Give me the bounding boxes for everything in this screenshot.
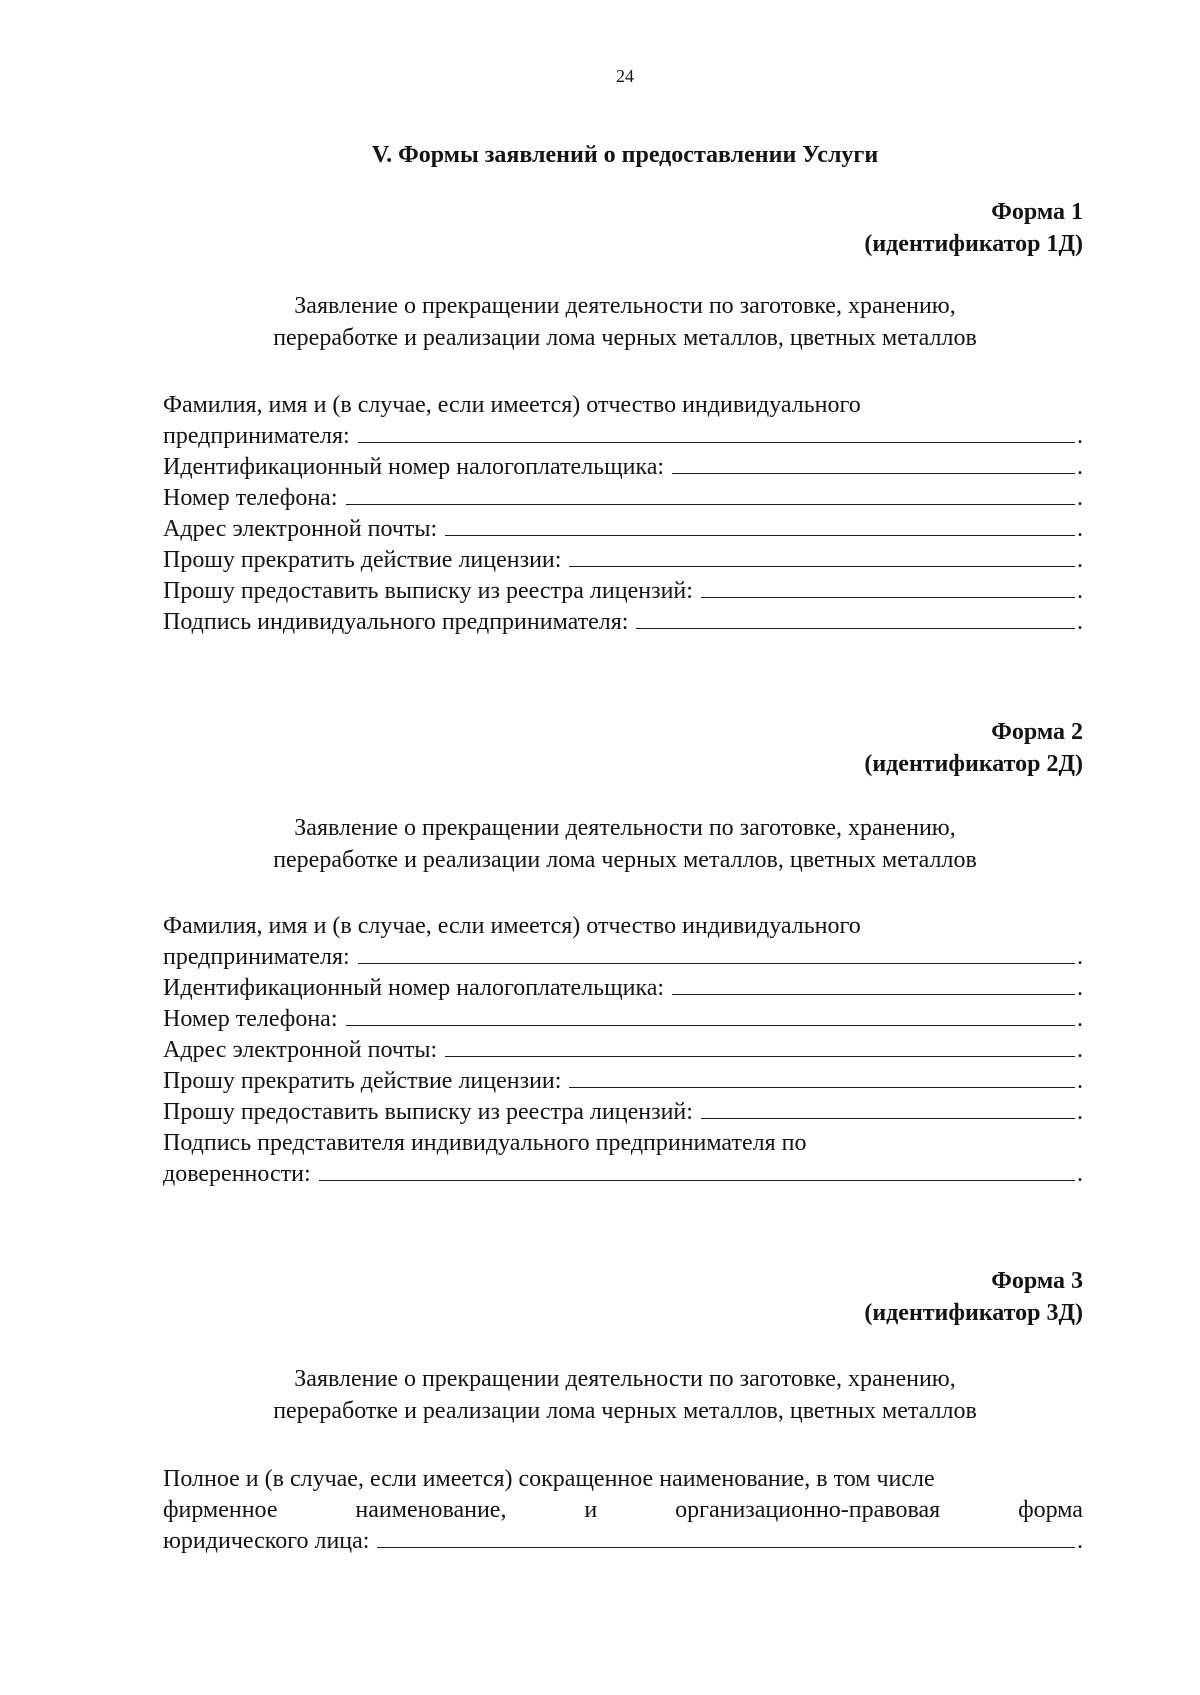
legal-name-word: форма xyxy=(1018,1497,1083,1523)
signature-label: Подпись индивидуального предпринимателя: xyxy=(163,609,629,635)
form-3-fields xyxy=(163,1464,1083,1557)
form-2-header xyxy=(864,716,1083,780)
dot: . xyxy=(1077,975,1083,1001)
legal-name-word: фирменное xyxy=(163,1497,278,1523)
form-1-title-line-2: переработке и реализации лома черных металлов, цветных металлов xyxy=(273,325,977,351)
form-1-label: Форма 1 xyxy=(991,199,1083,225)
dot: . xyxy=(1077,578,1083,604)
legal-name-field xyxy=(163,1526,1083,1557)
registry-extract-label: Прошу предоставить выписку из реестра лицензий: xyxy=(163,1099,693,1125)
legal-name-word: наименование, xyxy=(355,1497,507,1523)
form-2-title xyxy=(0,812,1200,876)
form-2-title-line-2: переработке и реализации лома черных металлов, цветных металлов xyxy=(273,847,977,873)
form-3-header xyxy=(864,1265,1083,1329)
inn-field xyxy=(163,973,1083,1004)
email-field xyxy=(163,514,1083,545)
legal-name-label-line-1: Полное и (в случае, если имеется) сокращенное наименование, в том числе xyxy=(163,1466,935,1492)
form-1-title-line-1: Заявление о прекращении деятельности по заготовке, хранению, xyxy=(294,293,956,319)
fio-label-line-1: Фамилия, имя и (в случае, если имеется) отчество индивидуального xyxy=(163,913,861,939)
form-3-title xyxy=(0,1363,1200,1427)
legal-name-label-line-2 xyxy=(163,1495,1083,1526)
phone-label: Номер телефона: xyxy=(163,1006,338,1032)
dot: . xyxy=(1077,485,1083,511)
legal-name-word: организационно-правовая xyxy=(675,1497,941,1523)
terminate-license-label: Прошу прекратить действие лицензии: xyxy=(163,547,562,573)
form-1-header xyxy=(864,196,1083,260)
dot: . xyxy=(1077,516,1083,542)
dot: . xyxy=(1077,1068,1083,1094)
representative-signature-label-line-2: доверенности: xyxy=(163,1161,311,1187)
dot: . xyxy=(1077,454,1083,480)
dot: . xyxy=(1077,547,1083,573)
inn-field xyxy=(163,452,1083,483)
form-2-title-line-1: Заявление о прекращении деятельности по заготовке, хранению, xyxy=(294,815,956,841)
legal-name-word: и xyxy=(584,1497,598,1523)
registry-extract-label: Прошу предоставить выписку из реестра лицензий: xyxy=(163,578,693,604)
representative-signature-label-line-1: Подпись представителя индивидуального предпринимателя по xyxy=(163,1130,807,1156)
fio-label-line-2: предпринимателя: xyxy=(163,423,350,449)
dot: . xyxy=(1077,423,1083,449)
dot: . xyxy=(1077,1099,1083,1125)
dot: . xyxy=(1077,1006,1083,1032)
dot: . xyxy=(1077,1161,1083,1187)
form-2-identifier: (идентификатор 2Д) xyxy=(864,751,1083,777)
email-blank[interactable] xyxy=(445,534,1075,536)
fio-label-line-2: предпринимателя: xyxy=(163,944,350,970)
dot: . xyxy=(1077,1037,1083,1063)
registry-extract-field xyxy=(163,1097,1083,1128)
phone-label: Номер телефона: xyxy=(163,485,338,511)
terminate-license-label: Прошу прекратить действие лицензии: xyxy=(163,1068,562,1094)
representative-signature-blank[interactable] xyxy=(319,1179,1075,1181)
form-2-label: Форма 2 xyxy=(991,719,1083,745)
form-3-title-line-2: переработке и реализации лома черных металлов, цветных металлов xyxy=(273,1398,977,1424)
fio-field xyxy=(163,421,1083,452)
form-1-identifier: (идентификатор 1Д) xyxy=(864,231,1083,257)
phone-field xyxy=(163,1004,1083,1035)
inn-label: Идентификационный номер налогоплательщика: xyxy=(163,454,665,480)
email-label: Адрес электронной почты: xyxy=(163,516,438,542)
phone-field xyxy=(163,483,1083,514)
form-1-title xyxy=(0,290,1200,354)
email-blank[interactable] xyxy=(445,1055,1075,1057)
fio-blank[interactable] xyxy=(358,441,1075,443)
fio-blank[interactable] xyxy=(358,962,1075,964)
email-label: Адрес электронной почты: xyxy=(163,1037,438,1063)
terminate-license-blank[interactable] xyxy=(569,565,1075,567)
signature-field xyxy=(163,607,1083,638)
form-3-label: Форма 3 xyxy=(991,1268,1083,1294)
registry-extract-blank[interactable] xyxy=(701,596,1075,598)
legal-name-label-line-3: юридического лица: xyxy=(163,1528,370,1554)
dot: . xyxy=(1077,944,1083,970)
page-number: 24 xyxy=(616,66,634,86)
inn-blank[interactable] xyxy=(672,993,1075,995)
inn-label: Идентификационный номер налогоплательщика: xyxy=(163,975,665,1001)
email-field xyxy=(163,1035,1083,1066)
terminate-license-blank[interactable] xyxy=(569,1086,1075,1088)
form-3-title-line-1: Заявление о прекращении деятельности по заготовке, хранению, xyxy=(294,1366,956,1392)
legal-name-blank[interactable] xyxy=(377,1546,1075,1548)
form-1-fields xyxy=(163,390,1083,638)
fio-field xyxy=(163,942,1083,973)
terminate-license-field xyxy=(163,1066,1083,1097)
registry-extract-field xyxy=(163,576,1083,607)
form-3-identifier: (идентификатор 3Д) xyxy=(864,1300,1083,1326)
section-title: V. Формы заявлений о предоставлении Услуги xyxy=(371,142,879,168)
dot: . xyxy=(1077,609,1083,635)
form-2-fields xyxy=(163,911,1083,1190)
terminate-license-field xyxy=(163,545,1083,576)
phone-blank[interactable] xyxy=(346,1024,1076,1026)
registry-extract-blank[interactable] xyxy=(701,1117,1075,1119)
inn-blank[interactable] xyxy=(672,472,1075,474)
dot: . xyxy=(1077,1528,1083,1554)
fio-label-line-1: Фамилия, имя и (в случае, если имеется) отчество индивидуального xyxy=(163,392,861,418)
phone-blank[interactable] xyxy=(346,503,1076,505)
representative-signature-field xyxy=(163,1159,1083,1190)
signature-blank[interactable] xyxy=(636,627,1075,629)
